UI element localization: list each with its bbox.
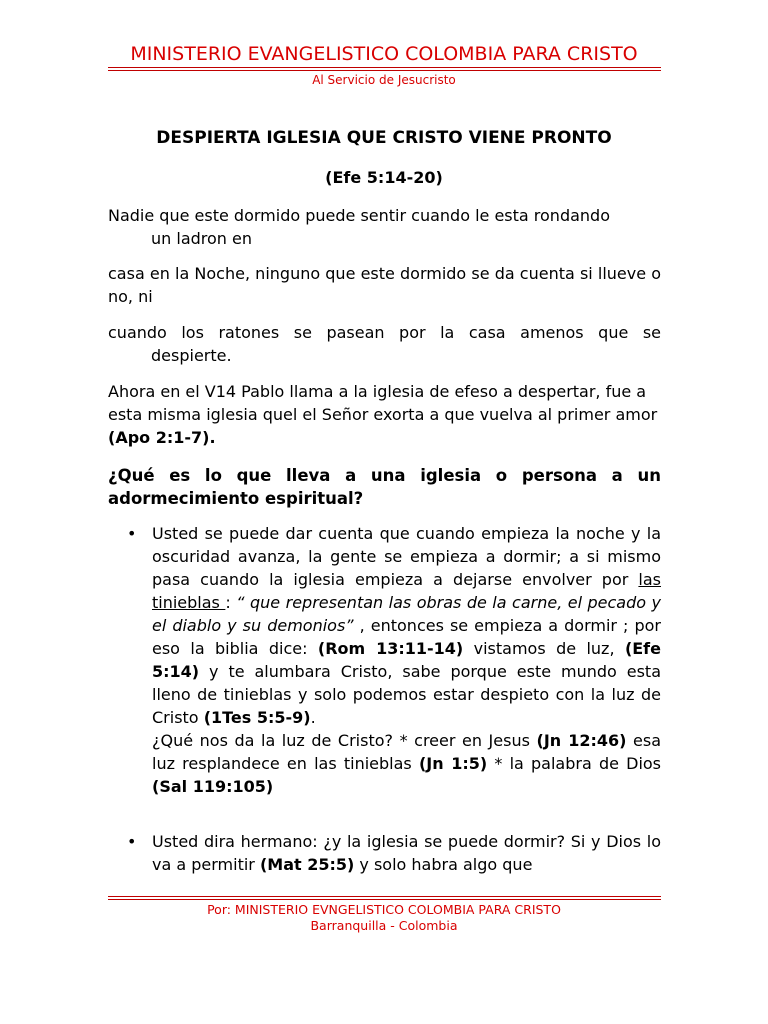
bible-reference: (1Tes 5:5-9) (203, 708, 311, 727)
header-subtitle: Al Servicio de Jesucristo (312, 73, 456, 87)
bible-reference: (Sal 119:105) (152, 777, 274, 796)
bullet-1-text: esa luz resplandece en las tinieblas (152, 731, 662, 773)
bullet-1-text: * la palabra de Dios (487, 754, 662, 773)
paragraph-3 (108, 321, 661, 367)
bullet-marker: • (127, 524, 137, 543)
bible-reference: (Jn 1:5) (418, 754, 488, 773)
bible-reference: (Apo 2:1-7). (108, 428, 216, 447)
bullet-1-text: Usted se puede dar cuenta que cuando empieza la noche y la oscuridad avanza, la gente se empieza a dormir; a si mismo pasa cuando la iglesia empieza a dejarse envolver por (152, 524, 661, 589)
header-rule-bottom (108, 70, 661, 71)
header-rule-top (108, 67, 661, 68)
underlined-phrase: las tinieblas (152, 570, 661, 612)
bible-reference: (Jn 12:46) (536, 731, 627, 750)
paragraph-2: casa en la Noche, ninguno que este dormido se da cuenta si llueve o no, ni (108, 264, 661, 306)
bullet-2-text: y solo habra algo que (354, 855, 533, 874)
bullet-2 (152, 830, 661, 876)
paragraph-1-line-1: Nadie que este dormido puede sentir cuando le esta rondando (108, 206, 610, 225)
paragraph-4 (108, 380, 661, 449)
bullet-1-text: ¿Qué nos da la luz de Cristo? * creer en Jesus (152, 731, 537, 750)
bible-reference: (Mat 25:5) (259, 855, 355, 874)
paragraph-3-line-1: cuando los ratones se pasean por la casa amenos que se (108, 323, 661, 342)
paragraph-4-text: Ahora en el V14 Pablo llama a la iglesia de efeso a despertar, fue a esta misma iglesia quel el Señor exorta a que vuelva al primer amor (108, 382, 658, 424)
document-reference: (Efe 5:14-20) (325, 168, 443, 187)
document-title: DESPIERTA IGLESIA QUE CRISTO VIENE PRONTO (156, 128, 612, 148)
footer-rule-top (108, 896, 661, 897)
bullet-1-text: y te alumbara Cristo, sabe porque este mundo esta lleno de tinieblas y solo podemos estar despieto con la luz de Cristo (152, 662, 661, 727)
paragraph-1-line-2: un ladron en (151, 229, 252, 248)
paragraph-3-line-2: despierte. (151, 346, 232, 365)
bible-reference: (Efe 5:14) (152, 639, 661, 681)
section-question: ¿Qué es lo que lleva a una iglesia o persona a un adormecimiento espiritual? (108, 466, 661, 508)
bullet-1-text: vistamos de luz, (463, 639, 625, 658)
header-title: MINISTERIO EVANGELISTICO COLOMBIA PARA CRISTO (130, 43, 638, 65)
footer-line-1: Por: MINISTERIO EVNGELISTICO COLOMBIA PARA CRISTO (207, 902, 561, 917)
footer-rule-bottom (108, 899, 661, 900)
footer-line-2: Barranquilla - Colombia (310, 918, 458, 933)
bible-reference: (Rom 13:11-14) (317, 639, 464, 658)
bullet-2-text: Usted dira hermano: ¿y la iglesia se puede dormir? Si y Dios lo va a permitir (152, 832, 661, 874)
bullet-1-text: . (310, 708, 316, 727)
paragraph-1 (108, 204, 661, 250)
bullet-1 (152, 522, 661, 798)
bullet-1-text: : (225, 593, 237, 612)
bullet-marker: • (127, 832, 137, 851)
italic-quote: “ que representan las obras de la carne, el pecado y el diablo y su demonios” (152, 593, 661, 635)
bullet-1-text: , entonces se empieza a dormir ; por eso la biblia dice: (152, 616, 661, 658)
